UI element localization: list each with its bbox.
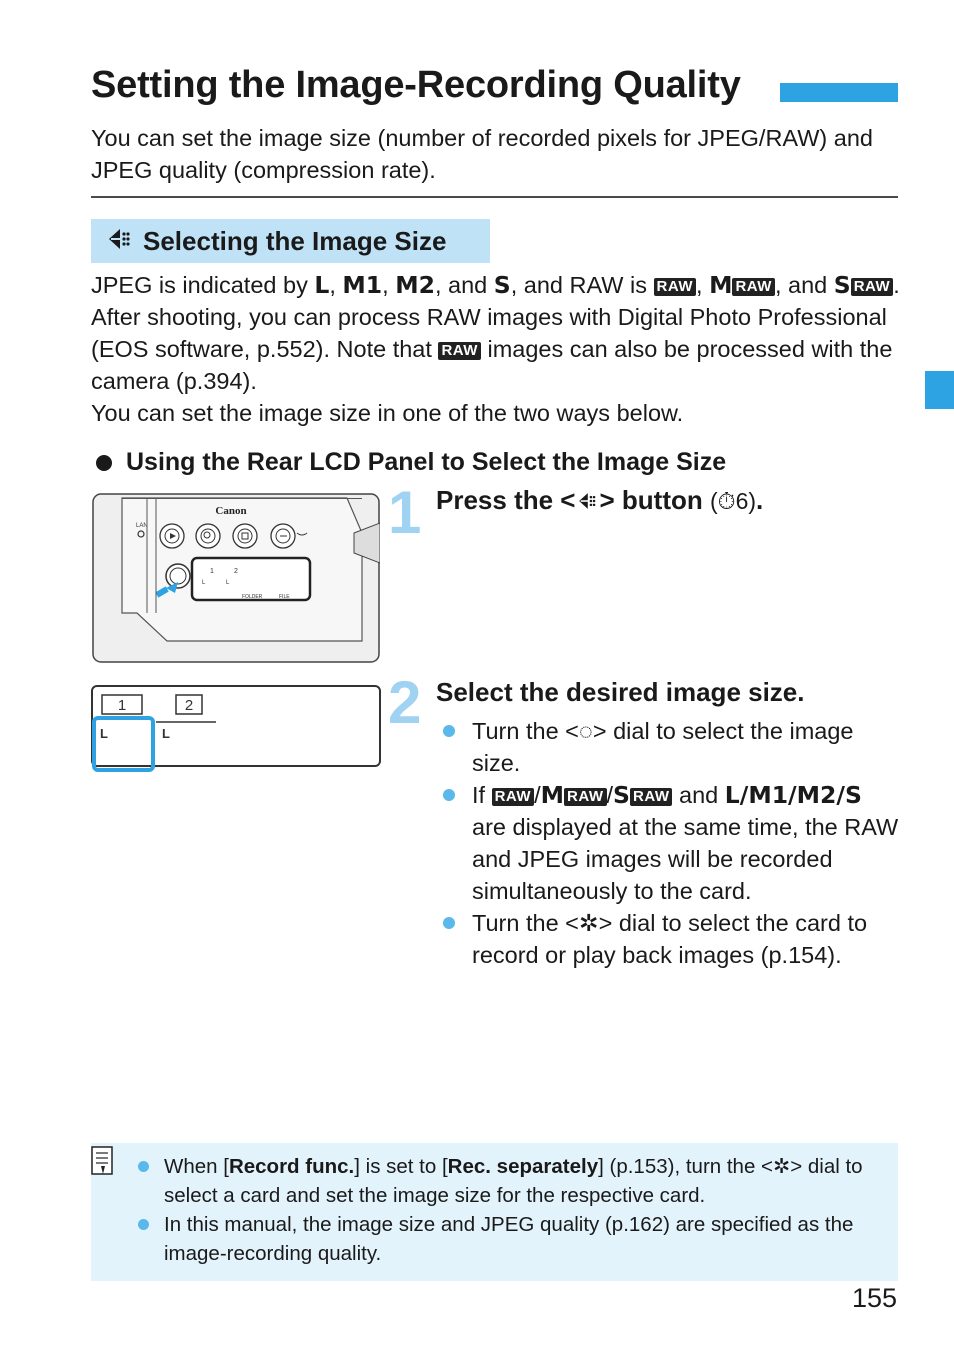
note-text: When [ — [164, 1155, 229, 1178]
list-item — [136, 1152, 888, 1210]
image-size-paragraph — [91, 269, 903, 429]
step-1-title — [436, 485, 763, 516]
bullet-icon — [443, 725, 455, 737]
method-heading-text: Using the Rear LCD Panel to Select the Image Size — [126, 448, 727, 476]
raw-symbol: RAW — [438, 342, 481, 360]
bullet-icon — [138, 1219, 149, 1230]
page-title: Setting the Image-Recording Quality — [91, 64, 741, 106]
image-quality-icon — [575, 485, 599, 515]
slash: / — [534, 782, 541, 808]
sraw-symbol: RAW — [851, 278, 894, 296]
note-list — [136, 1152, 888, 1268]
bullet-icon — [443, 789, 455, 801]
list-item-text: Turn the <◌> dial to select the image size. — [472, 718, 854, 776]
mraw-symbol: RAW — [564, 788, 607, 806]
step-1-text: Press the < — [436, 485, 576, 515]
list-item — [441, 715, 901, 779]
step-2-number: 2 — [388, 669, 422, 736]
divider — [91, 196, 898, 198]
list-item — [136, 1210, 888, 1268]
step-2-list — [441, 715, 901, 971]
lcd-file-label: FILE — [279, 594, 290, 600]
note-text: ] (p.153), turn the <✲> dial to select a card and set the image size for the respective card. — [164, 1155, 863, 1207]
size-L-symbol: L — [314, 271, 330, 299]
para-sep: , — [329, 272, 336, 298]
para-text: images can also be processed with the camera (p.394). — [91, 336, 893, 394]
note-bold: Record func. — [228, 1155, 355, 1178]
section-header — [91, 219, 490, 263]
size-S-symbol: S — [493, 271, 511, 299]
title-accent-bar — [780, 83, 898, 102]
raw-symbol: RAW — [654, 278, 697, 296]
timer-note: (⏱6) — [709, 488, 757, 514]
note-bold: Rec. separately — [447, 1155, 599, 1178]
lcd-card2-icon: 2 — [184, 697, 194, 714]
note-text: In this manual, the image size and JPEG quality (p.162) are specified as the image-recording quality. — [164, 1213, 854, 1265]
list-item-text: and — [679, 782, 719, 808]
list-item — [441, 907, 901, 971]
bullet-icon — [443, 917, 455, 929]
para-text: , and — [774, 272, 828, 298]
list-item-text: If — [472, 782, 486, 808]
step-1-number: 1 — [388, 479, 422, 546]
lcd-size1: L — [202, 580, 206, 586]
step-1-text: . — [756, 485, 764, 515]
para-text: , and RAW is — [510, 272, 647, 298]
para-sep: , — [382, 272, 389, 298]
brand-text: Canon — [215, 505, 247, 517]
list-item-text: are displayed at the same time, the RAW and JPEG images will be recorded simultaneously to the card. — [472, 814, 899, 904]
lcd-card2-label: 2 — [234, 568, 238, 575]
page-number: 155 — [852, 1283, 898, 1313]
jpeg-size-symbols: L/M1/M2/S — [724, 781, 862, 809]
camera-back-illustration — [92, 493, 380, 663]
memo-icon — [91, 1146, 113, 1176]
size-M-symbol: M — [709, 271, 733, 299]
method-heading — [96, 448, 726, 477]
lcd-size2: L — [226, 580, 230, 586]
raw-symbol: RAW — [492, 788, 535, 806]
step-2-title: Select the desired image size. — [436, 677, 805, 707]
size-M2-symbol: M2 — [395, 271, 435, 299]
lan-label: LAN — [136, 523, 148, 529]
size-S-symbol: S — [833, 271, 851, 299]
mraw-symbol: RAW — [732, 278, 775, 296]
image-quality-icon — [105, 225, 133, 258]
sraw-symbol: RAW — [630, 788, 673, 806]
lcd-card1-icon: 1 — [117, 697, 127, 714]
section-title: Selecting the Image Size — [143, 225, 447, 256]
para-text: . After shooting, you can process RAW images with Digital Photo Professional (EOS software, p.552). Note that — [91, 272, 900, 362]
note-text: ] is set to [ — [354, 1155, 448, 1178]
size-M-symbol: M — [540, 781, 565, 809]
para-text: , and — [434, 272, 488, 298]
slash: / — [606, 782, 614, 808]
lcd-size-card2: L — [162, 726, 170, 741]
lcd-folder-label: FOLDER — [242, 594, 263, 600]
lcd-panel-illustration — [91, 684, 382, 774]
list-item-text: Turn the <✲> dial to select the card to record or play back images (p.154). — [472, 910, 868, 968]
size-S-symbol: S — [613, 781, 630, 809]
bullet-icon — [96, 455, 112, 471]
list-item — [441, 779, 901, 907]
para-sep: , — [696, 272, 703, 298]
lcd-card1-label: 1 — [210, 568, 214, 575]
para-text: JPEG is indicated by — [91, 272, 308, 298]
bullet-icon — [138, 1161, 149, 1172]
para-text: You can set the image size in one of the two ways below. — [91, 400, 684, 426]
intro-text: You can set the image size (number of recorded pixels for JPEG/RAW) and JPEG quality (compression rate). — [91, 125, 873, 183]
step-1-text: > button — [599, 485, 703, 515]
lcd-size-card1: L — [100, 726, 108, 741]
size-M1-symbol: M1 — [342, 271, 383, 299]
chapter-tab — [925, 371, 954, 409]
